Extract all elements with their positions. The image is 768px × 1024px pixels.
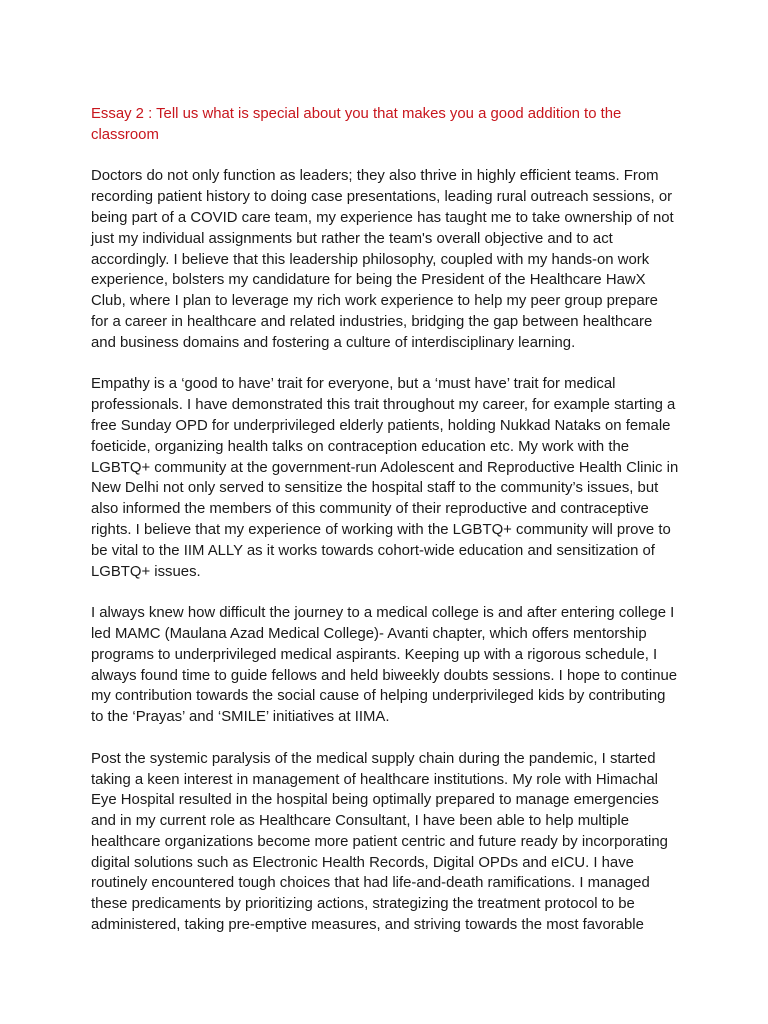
paragraph-mentorship: I always knew how difficult the journey to a medical college is and after entering college I led MAMC (Maulana Azad Medical College)- Avanti chapter, which offers mentorship programs to underprivileged medical aspirants. Keeping up with a rigorous schedule, I always found time to guide fellows and held biweekly doubts sessions. I hope to continue my contribution towards the social cause of helping underprivileged kids by contributing to the ‘Prayas’ and ‘SMILE’ initiatives at IIMA. — [91, 605, 678, 726]
essay-title: Essay 2 : Tell us what is special about you that makes you a good addition to the classroom — [91, 106, 622, 143]
paragraph-healthcare-management: Post the systemic paralysis of the medical supply chain during the pandemic, I started taking a keen interest in management of healthcare institutions. My role with Himachal Eye Hospital resulted in the hospital being optimally prepared to manage emergencies and in my current role as Healthcare Consultant, I have been able to help multiple healthcare organizations become more patient centric and future ready by incorporating digital solutions such as Electronic Health Records, Digital OPDs and eICU. I have routinely encountered tough choices that had life-and-death ramifications. I managed these predicaments by prioritizing actions, strategizing the treatment protocol to be administered, taking pre-emptive measures, and striving towards the most favorable — [91, 750, 668, 934]
paragraph-leadership: Doctors do not only function as leaders; they also thrive in highly efficient teams. From recording patient history to doing case presentations, leading rural outreach sessions, or being part of a COVID care team, my experience has taught me to take ownership of not just my individual assignments but rather the team's overall objective and to act accordingly. I believe that this leadership philosophy, coupled with my hands-on work experience, bolsters my candidature for being the President of the Healthcare HawX Club, where I plan to leverage my rich work experience to help my peer group prepare for a career in healthcare and related industries, bridging the gap between healthcare and business domains and fostering a culture of interdisciplinary learning. — [91, 168, 674, 351]
paragraph-empathy: Empathy is a ‘good to have’ trait for everyone, but a ‘must have’ trait for medical professionals. I have demonstrated this trait throughout my career, for example starting a free Sunday OPD for underprivileged elderly patients, holding Nukkad Nataks on female foeticide, organizing health talks on contraception education etc. My work with the LGBTQ+ community at the government-run Adolescent and Reproductive Health Clinic in New Delhi not only served to sensitize the hospital staff to the community’s issues, but also informed the members of this community of their reproductive and contraceptive rights. I believe that my experience of working with the LGBTQ+ community will prove to be vital to the IIM ALLY as it works towards cohort-wide education and sensitization of LGBTQ+ issues. — [91, 376, 679, 580]
essay-body — [91, 104, 679, 957]
